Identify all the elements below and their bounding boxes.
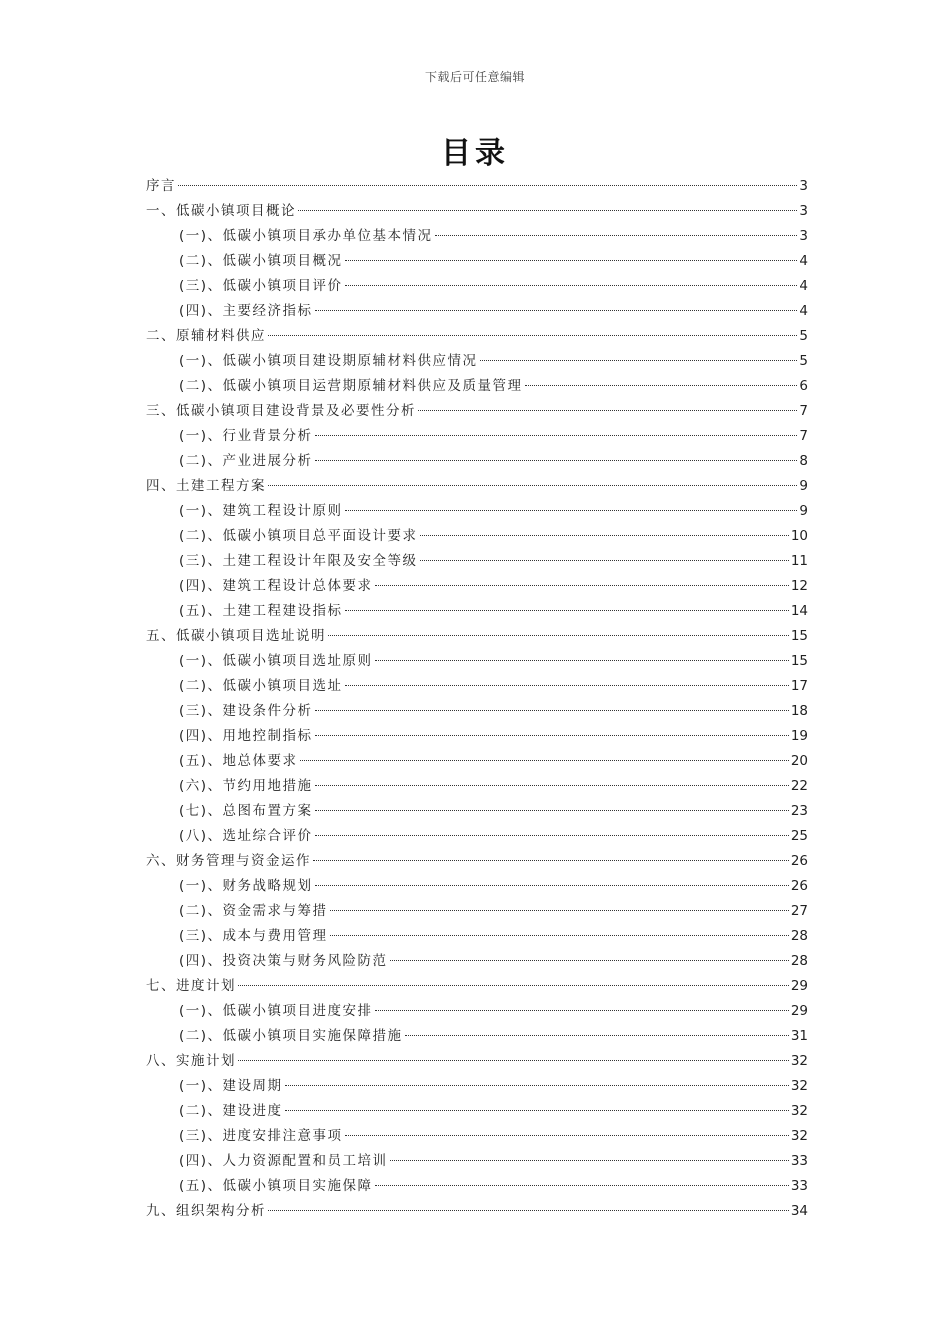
dot-leader (285, 1085, 789, 1086)
toc-entry-page-number: 19 (790, 728, 808, 744)
toc-entry[interactable] (146, 974, 808, 999)
dot-leader (375, 1185, 789, 1186)
toc-entry-page-number: 3 (799, 228, 808, 244)
dot-leader (330, 935, 789, 936)
toc-entry-page-number: 9 (799, 478, 808, 494)
toc-entry-page-number: 15 (790, 653, 808, 669)
toc-entry-page-number: 4 (799, 253, 808, 269)
toc-entry[interactable] (146, 799, 808, 824)
toc-entry[interactable] (146, 1174, 808, 1199)
dot-leader (390, 1160, 789, 1161)
header-note: 下载后可任意编辑 (424, 70, 525, 84)
toc-entry[interactable] (146, 924, 808, 949)
toc-entry-label: 七、进度计划 (146, 978, 236, 994)
dot-leader (178, 185, 797, 186)
dot-leader (525, 385, 798, 386)
toc-entry-page-number: 29 (790, 1003, 808, 1019)
toc-entry-label: (四)、主要经济指标 (179, 303, 313, 319)
toc-entry-label: (三)、建设条件分析 (179, 703, 313, 719)
toc-entry-label: (三)、土建工程设计年限及安全等级 (179, 553, 418, 569)
toc-entry-label: (二)、资金需求与筹措 (179, 903, 328, 919)
toc-entry-label: (二)、低碳小镇项目运营期原辅材料供应及质量管理 (179, 378, 523, 394)
toc-entry-label: 八、实施计划 (146, 1053, 236, 1069)
dot-leader (345, 510, 798, 511)
toc-entry-page-number: 12 (790, 578, 808, 594)
toc-entry-page-number: 32 (790, 1128, 808, 1144)
dot-leader (298, 210, 797, 211)
toc-entry[interactable] (146, 524, 808, 549)
dot-leader (315, 885, 789, 886)
toc-entry-label: (一)、低碳小镇项目选址原则 (179, 653, 373, 669)
toc-entry-page-number: 32 (790, 1053, 808, 1069)
toc-entry[interactable] (146, 1099, 808, 1124)
toc-entry[interactable] (146, 624, 808, 649)
toc-entry-label: 三、低碳小镇项目建设背景及必要性分析 (146, 403, 416, 419)
toc-entry-page-number: 33 (790, 1153, 808, 1169)
toc-entry[interactable] (146, 824, 808, 849)
toc-entry-label: (三)、进度安排注意事项 (179, 1128, 343, 1144)
dot-leader (315, 785, 789, 786)
dot-leader (268, 1210, 789, 1211)
toc-entry-page-number: 26 (790, 853, 808, 869)
toc-entry[interactable] (146, 449, 808, 474)
toc-entry-label: (四)、人力资源配置和员工培训 (179, 1153, 388, 1169)
dot-leader (315, 435, 798, 436)
toc-entry[interactable] (146, 174, 808, 199)
toc-entry[interactable] (146, 874, 808, 899)
toc-entry-label: (一)、低碳小镇项目承办单位基本情况 (179, 228, 433, 244)
toc-entry[interactable] (146, 274, 808, 299)
toc-entry[interactable] (146, 249, 808, 274)
toc-entry-page-number: 18 (790, 703, 808, 719)
toc-entry-page-number: 26 (790, 878, 808, 894)
toc-entry-page-number: 32 (790, 1078, 808, 1094)
toc-entry-page-number: 28 (790, 953, 808, 969)
toc-entry-label: 二、原辅材料供应 (146, 328, 266, 344)
toc-entry-page-number: 4 (799, 278, 808, 294)
toc-entry-label: (一)、建设周期 (179, 1078, 283, 1094)
toc-entry-page-number: 14 (790, 603, 808, 619)
dot-leader (330, 910, 789, 911)
dot-leader (300, 760, 789, 761)
toc-entry[interactable] (146, 549, 808, 574)
toc-entry-label: (五)、低碳小镇项目实施保障 (179, 1178, 373, 1194)
toc-entry-page-number: 6 (799, 378, 808, 394)
dot-leader (418, 410, 797, 411)
toc-entry-page-number: 25 (790, 828, 808, 844)
toc-entry-page-number: 28 (790, 928, 808, 944)
toc-entry-label: (五)、地总体要求 (179, 753, 298, 769)
toc-entry[interactable] (146, 574, 808, 599)
toc-entry-label: (一)、财务战略规划 (179, 878, 313, 894)
dot-leader (375, 1010, 789, 1011)
dot-leader (238, 1060, 789, 1061)
dot-leader (375, 585, 789, 586)
toc-entry-page-number: 7 (799, 428, 808, 444)
dot-leader (435, 235, 798, 236)
toc-entry-page-number: 3 (799, 178, 808, 194)
toc-entry-label: (二)、低碳小镇项目总平面设计要求 (179, 528, 418, 544)
toc-entry[interactable] (146, 599, 808, 624)
toc-entry[interactable] (146, 199, 808, 224)
toc-entry-label: (一)、行业背景分析 (179, 428, 313, 444)
toc-entry[interactable] (146, 374, 808, 399)
toc-entry-label: (七)、总图布置方案 (179, 803, 313, 819)
toc-entry-page-number: 10 (790, 528, 808, 544)
toc-entry[interactable] (146, 1124, 808, 1149)
dot-leader (480, 360, 798, 361)
dot-leader (315, 710, 789, 711)
toc-entry-page-number: 7 (799, 403, 808, 419)
dot-leader (315, 460, 798, 461)
toc-entry-label: (二)、建设进度 (179, 1103, 283, 1119)
toc-entry-page-number: 20 (790, 753, 808, 769)
toc-entry-label: (一)、低碳小镇项目建设期原辅材料供应情况 (179, 353, 478, 369)
toc-entry-page-number: 15 (790, 628, 808, 644)
toc-entry[interactable] (146, 849, 808, 874)
toc-entry-page-number: 27 (790, 903, 808, 919)
toc-entry-page-number: 4 (799, 303, 808, 319)
dot-leader (420, 560, 789, 561)
toc-entry[interactable] (146, 349, 808, 374)
toc-entry-label: (三)、低碳小镇项目评价 (179, 278, 343, 294)
toc-entry-label: (五)、土建工程建设指标 (179, 603, 343, 619)
toc-entry-label: 五、低碳小镇项目选址说明 (146, 628, 326, 644)
dot-leader (390, 960, 789, 961)
toc-entry-label: 六、财务管理与资金运作 (146, 853, 311, 869)
dot-leader (345, 610, 789, 611)
toc-entry[interactable] (146, 399, 808, 424)
dot-leader (315, 735, 789, 736)
dot-leader (285, 1110, 789, 1111)
dot-leader (420, 535, 789, 536)
toc-entry-label: (二)、低碳小镇项目选址 (179, 678, 343, 694)
toc-entry[interactable] (146, 299, 808, 324)
toc-entry[interactable] (146, 649, 808, 674)
toc-entry-page-number: 31 (790, 1028, 808, 1044)
toc-entry[interactable] (146, 224, 808, 249)
toc-entry[interactable] (146, 999, 808, 1024)
toc-entry[interactable] (146, 1199, 808, 1224)
dot-leader (313, 860, 789, 861)
dot-leader (315, 835, 789, 836)
toc-entry-page-number: 5 (799, 328, 808, 344)
toc-entry-page-number: 3 (799, 203, 808, 219)
toc-entry-label: 九、组织架构分析 (146, 1203, 266, 1219)
toc-entry-label: (二)、产业进展分析 (179, 453, 313, 469)
toc-entry[interactable] (146, 749, 808, 774)
dot-leader (268, 485, 797, 486)
toc-entry[interactable] (146, 1049, 808, 1074)
toc-entry-page-number: 8 (799, 453, 808, 469)
toc-entry-label: 序言 (146, 178, 176, 194)
toc-entry[interactable] (146, 1024, 808, 1049)
dot-leader (405, 1035, 789, 1036)
toc-entry-label: (六)、节约用地措施 (179, 778, 313, 794)
toc-entry-label: 四、土建工程方案 (146, 478, 266, 494)
dot-leader (345, 260, 798, 261)
dot-leader (315, 310, 798, 311)
toc-entry[interactable] (146, 674, 808, 699)
toc-entry-label: (四)、投资决策与财务风险防范 (179, 953, 388, 969)
dot-leader (315, 810, 789, 811)
toc-entry-page-number: 32 (790, 1103, 808, 1119)
toc-entry-page-number: 34 (790, 1203, 808, 1219)
dot-leader (238, 985, 789, 986)
toc-entry[interactable] (146, 699, 808, 724)
toc-title: 目录 (441, 136, 509, 171)
dot-leader (345, 1135, 789, 1136)
toc-entry-page-number: 11 (790, 553, 808, 569)
toc-entry-label: (二)、低碳小镇项目概况 (179, 253, 343, 269)
toc-entry[interactable] (146, 324, 808, 349)
dot-leader (345, 285, 798, 286)
toc-entry-label: (三)、成本与费用管理 (179, 928, 328, 944)
toc-entry[interactable] (146, 774, 808, 799)
dot-leader (345, 685, 789, 686)
toc-entry-page-number: 5 (799, 353, 808, 369)
toc-entry-page-number: 33 (790, 1178, 808, 1194)
toc-entry-label: (二)、低碳小镇项目实施保障措施 (179, 1028, 403, 1044)
toc-entry[interactable] (146, 474, 808, 499)
dot-leader (375, 660, 789, 661)
toc-entry-page-number: 22 (790, 778, 808, 794)
toc-entry[interactable] (146, 1149, 808, 1174)
toc-entry-page-number: 9 (799, 503, 808, 519)
toc-entry[interactable] (146, 899, 808, 924)
toc-entry-label: (一)、建筑工程设计原则 (179, 503, 343, 519)
toc-entry[interactable] (146, 724, 808, 749)
toc-entry-label: 一、低碳小镇项目概论 (146, 203, 296, 219)
toc-entry-label: (八)、选址综合评价 (179, 828, 313, 844)
toc-entry-page-number: 17 (790, 678, 808, 694)
toc-entry[interactable] (146, 424, 808, 449)
table-of-contents (146, 174, 808, 1224)
toc-entry-label: (一)、低碳小镇项目进度安排 (179, 1003, 373, 1019)
toc-entry[interactable] (146, 949, 808, 974)
dot-leader (268, 335, 797, 336)
toc-entry-label: (四)、建筑工程设计总体要求 (179, 578, 373, 594)
toc-entry[interactable] (146, 499, 808, 524)
toc-entry-page-number: 23 (790, 803, 808, 819)
toc-entry-page-number: 29 (790, 978, 808, 994)
toc-entry[interactable] (146, 1074, 808, 1099)
dot-leader (328, 635, 789, 636)
toc-entry-label: (四)、用地控制指标 (179, 728, 313, 744)
